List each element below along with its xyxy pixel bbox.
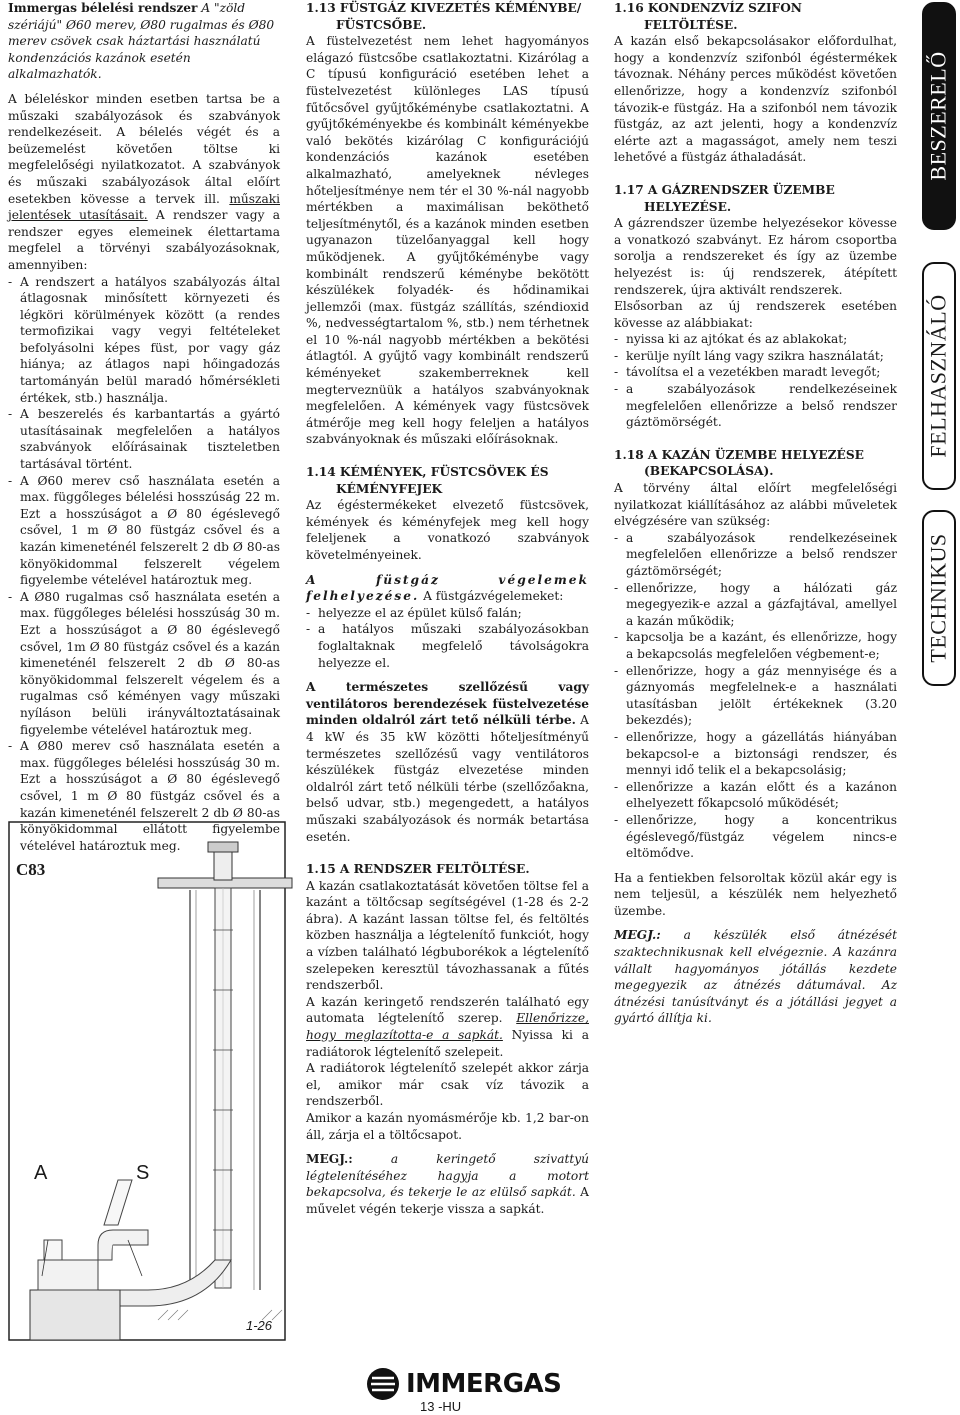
tab-felhasznalo[interactable] xyxy=(922,262,956,490)
p1-text: A béleléskor minden esetben tartsa be a műszaki szabályozások és szabványok rendelkezéseit. A bélelés végét és a beüzemelést követően töltse ki megfelelőségi nyilatkozatot. A szabványok és műszaki szabályozások által előírt esetekben kövesse a tervek ill. xyxy=(8,91,280,206)
intro-paragraph xyxy=(8,0,280,83)
heading-1-18: 1.18 A KAZÁN ÜZEMBE HELYEZÉSE xyxy=(614,447,864,462)
paragraph-lining xyxy=(8,91,280,274)
gas-item-4: - a szabályozások rendelkezéseinek megfelelően ellenőrizze a belső rendszer gáztömörségét. xyxy=(614,381,897,431)
natural-draft-bold: A természetes szellőzésű vagy ventilátoros berendezések füstelvezetése minden oldalról zárt tető nélküli térbe. xyxy=(306,680,589,728)
gas-item-2: - kerülje nyílt láng vagy szikra használatát; xyxy=(614,348,897,365)
logo-text: IMMERGAS xyxy=(406,1369,562,1399)
figure-label-s: S xyxy=(136,1162,150,1184)
logo-icon xyxy=(366,1367,400,1401)
startup-item-3: - kapcsolja be a kazánt, és ellenőrizze, hogy a bekapcsolás megfelelően végbement-e; xyxy=(614,629,897,662)
p1-rest: A rendszer vagy a rendszer egyes elemeinek élettartama megfelel a törvényi szabályozásoknak, amennyiben: xyxy=(8,208,280,272)
paragraph-1-13: A füstelvezetést nem lehet hagyományos elágazó füstcsőbe csatlakoztatni. Kizárólag a C típusú konfiguráció esetében lehet a füstelvezetést különleges LAS típusú fűtőcsővel gyűjtőkéménybe csatlakoztatni. A gyűjtőkéményekbe és kombinált kéményekbe való bekötés kizárólag C konfigurációjú kondenzációs kazánok esetében alkalmazható, amelyeknek névleges hőteljesítménye nem tér el 30 %-nál nagyobb mértékben a maximálisan beköthető teljesítménytől, és a kazánok minden esetben ugyanazon tüzelőanyaggal kell hogy működjenek. A gyűjtőkéménybe vagy kombinált rendszerű kéménybe bekötött készülékek folyadék- és hődinamikai jellemzői (max. füstgáz szállítás, széndioxid %, nedvességtartalom %, stb.) nem térhetnek el 10 %-nál nagyobb mértékben a bekötési átlagtól. A gyűjtő vagy kombinált rendszerű kéményeket szakemberreknek kell megterveznüük a hatályos szabványoknak megfelelően. A kémények vagy füstcsövek átmérője meg kell hogy feleljen a hatályos szabványoknak és műszaki előírásoknak. xyxy=(306,34,589,447)
paragraph-1-18-b: Ha a fentiekben felsoroltak közül akár egy is nem teljesül, a készülék nem helyezhető üzembe. xyxy=(614,870,897,918)
tab-beszerelo-label: BESZERELŐ xyxy=(926,51,952,181)
terminal-item-2: - a hatályos műszaki szabályozásokban foglaltaknak megfelelő távolságokra helyezze el. xyxy=(306,621,589,671)
paragraph-1-15-c: A radiátorok légtelenítő szelepét akkor zárja el, amikor már csak víz távozik a rendszerből. xyxy=(306,1061,589,1109)
heading-1-18-cont: (BEKAPCSOLÁSA). xyxy=(644,464,774,479)
column-left xyxy=(8,0,280,854)
startup-item-1: - a szabályozások rendelkezéseinek megfelelően ellenőrizze a belső rendszer gáztömörségét; xyxy=(614,530,897,580)
column-right xyxy=(614,0,897,1027)
startup-item-6: - ellenőrizze a kazán előtt és a kazánon elhelyezett főkapcsoló működését; xyxy=(614,779,897,812)
tab-technikus-label: TECHNIKUS xyxy=(926,533,952,663)
startup-item-4: - ellenőrizze, hogy a gáz mennyisége és a gáznyomás megfelelnek-e a használati utasításban jelölt értékeknek (3.20 bekezdés); xyxy=(614,663,897,729)
startup-item-2: - ellenőrizze, hogy a hálózati gáz megegyezik-e azzal a gázfajtával, amellyel a kazán működik; xyxy=(614,580,897,630)
terminals-heading: A füstgáz végelemek felhelyezése. xyxy=(306,572,589,604)
condition-item-5: - A Ø80 merev cső használata esetén a max. függőleges bélelési hosszúság 30 m. Ezt a hosszúságot a Ø 80 égéslevegő csővel, 1 m Ø 80 füstgáz csővel és a kazán kimeneténél felszerelt 2 db Ø 80-as könyökidommal ellátott figyelembe vételével határoztuk meg. xyxy=(8,738,280,854)
note-rest: A művelet végén tekerje vissza a sapkát. xyxy=(306,1185,589,1216)
p1-underline: műszaki jelentések utasításait. xyxy=(8,191,280,223)
paragraph-1-15-d: Amikor a kazán nyomásmérője kb. 1,2 bar-on áll, zárja el a töltőcsapot. xyxy=(306,1111,589,1142)
paragraph-natural-draft xyxy=(306,679,589,845)
tab-felhasznalo-label: FELHASZNÁLÓ xyxy=(926,294,952,458)
heading-1-17: 1.17 A GÁZRENDSZER ÜZEMBE xyxy=(614,182,835,197)
gas-item-1: - nyissa ki az ajtókat és az ablakokat; xyxy=(614,331,897,348)
paragraph-1-15-b xyxy=(306,994,589,1060)
figure-label-a: A xyxy=(34,1162,48,1184)
note-pump xyxy=(306,1151,589,1217)
gas-item-3: - távolítsa el a vezetékben maradt levegőt; xyxy=(614,364,897,381)
condition-item-3: - A Ø60 merev cső használata esetén a max. függőleges bélelési hosszúság 22 m. Ezt a hosszúságot a Ø 80 égéslevegő csővel, 1 m Ø 80 füstgáz csővel és a kazán kimeneténél felszerelt 2 db Ø 80-as könyökidommal felszerelt végelem figyelembe vételével határoztuk meg. xyxy=(8,473,280,589)
condition-item-2: - A beszerelés és karbantartás a gyártó utasításainak megfelelően a hatályos szabványok előírásainak tiszteletben tartásával történt. xyxy=(8,406,280,472)
tab-technikus[interactable] xyxy=(922,510,956,686)
figure-number: 1-26 xyxy=(246,1318,273,1333)
condition-item-1: - A rendszert a hatályos szabályozás által átlagosnak minősített környezeti és légköri körülmények között (a rendes termofizikai vagy vegyi feltételeket befolyásolni képes füst, por vagy gáz hiánya; az átlagos napi hőingadozás tartományán belül maradó hőmérsékleti értékek, stb.) használja. xyxy=(8,274,280,407)
terminal-item-1: - helyezze el az épület külső falán; xyxy=(306,605,589,622)
figure-c83 xyxy=(8,820,304,1346)
heading-1-16-cont: FELTÖLTÉSE. xyxy=(644,17,738,32)
heading-1-14-cont: KÉMÉNYFEJEK xyxy=(336,481,443,496)
paragraph-1-17: A gázrendszer üzembe helyezésekor kövesse a vonatkozó szabványt. Ez három csoportba sorolja a rendszereket és így az üzembe helyezést is: új rendszerek, átépített rendszerek, újra aktivált rendszerek. xyxy=(614,216,897,297)
paragraph-1-16: A kazán első bekapcsolásakor előfordulhat, hogy a kondenzvíz szifonból égéstermékek távoznak. Néhány perces működést követően ellenőrizze, hogy a kondenzvíz szifonból távozik-e füstgáz. Ha a szifonból nem távozik füstgáz, az azt jelenti, hogy a kondenzvíz elérte azt a magasságot, amely nem teszi lehetővé a füstgáz áthaladását. xyxy=(614,34,897,165)
startup-item-5: - ellenőrizze, hogy a gázellátás hiányában bekapcsol-e a biztonsági rendszer, és mennyi idő telik el a bekapcsolásig; xyxy=(614,729,897,779)
heading-1-13: 1.13 FÜSTGÁZ KIVEZETÉS KÉMÉNYBE/ xyxy=(306,1,582,15)
natural-draft-rest: A 4 kW és 35 kW közötti hőteljesítményű természetes szellőzésű vagy ventilátoros készülékek füstgáz elvezetése minden oldalról zárt tető nélküli térbe (szellőzőakna, belső udvar, stb.) megengedett, a hatályos műszaki szabályozások és normák betartása esetén. xyxy=(306,713,589,844)
figure-label-c83: C83 xyxy=(16,860,46,879)
intro-bold: Immergas bélelési rendszer xyxy=(8,1,198,15)
note-label: MEGJ.: xyxy=(306,1152,353,1167)
tab-beszerelo[interactable] xyxy=(922,2,956,230)
heading-1-17-cont: HELYEZÉSE. xyxy=(644,199,732,214)
p115b-rest: Nyissa ki a radiátorok légtelenítő szelepeit. xyxy=(306,1028,589,1059)
section-tabs xyxy=(918,0,958,700)
note-italic: a keringető szivattyú légtelenítéséhez hagyja a motort bekapcsolva, és tekerje le az elülső sapkát. xyxy=(306,1152,589,1200)
p115b-text: A kazán keringető rendszerén található egy automata légtelenítő szerep. xyxy=(306,994,589,1026)
note-first-check xyxy=(614,927,897,1027)
column-middle xyxy=(306,0,589,1218)
note-label: MEGJ.: xyxy=(614,928,661,943)
paragraph-1-17-b: Elsősorban az új rendszerek esetében kövesse az alábbiakat: xyxy=(614,299,897,330)
condition-item-4: - A Ø80 rugalmas cső használata esetén a max. függőleges bélelési hosszúság 30 m. Ezt a hosszúságot a Ø 80 égéslevegő csővel, 1m Ø 80 füstgáz csővel és a kazán kimeneténél felszerelt 2 db Ø 80-as könyökidommal felszerelt végelem és a rugalmas cső kéményen vagy műszaki nyíláson belüli irányváltoztatásainak figyelembe vételével határoztuk meg. xyxy=(8,589,280,738)
paragraph-terminals xyxy=(306,572,589,605)
startup-item-7: - ellenőrizze, hogy a koncentrikus égéslevegő/füstgáz végelem nincs-e eltömődve. xyxy=(614,812,897,862)
paragraph-1-18: A törvény által előírt megfelelőségi nyilatkozat kiállításához az alábbi műveletek elvégzésére van szükség: xyxy=(614,481,897,529)
immergas-logo xyxy=(366,1366,596,1402)
heading-1-13-cont: FÜSTCSŐBE. xyxy=(336,17,427,32)
paragraph-1-14: Az égéstermékeket elvezető füstcsövek, kémények és kéményfejek meg kell hogy feleljenek a vonatkozó szabványok követelményeinek. xyxy=(306,498,589,562)
heading-1-14: 1.14 KÉMÉNYEK, FÜSTCSÖVEK ÉS xyxy=(306,465,549,480)
intro-italic: A "zöld szériájú" Ø60 merev, Ø80 rugalmas és Ø80 merev csövek csak háztartási használatú kondenzációs kazánok esetén alkalmazhatók. xyxy=(8,1,275,82)
chimney-diagram xyxy=(8,820,304,1346)
heading-1-15: 1.15 A RENDSZER FELTÖLTÉSE. xyxy=(306,862,530,877)
terminals-rest: A füstgázvégelemeket: xyxy=(419,589,564,604)
p115b-underline: Ellenőrizze, hogy meglazította-e a sapkát. xyxy=(306,1011,589,1043)
paragraph-1-15-a: A kazán csatlakoztatását követően töltse fel a kazánt a töltőcsap segítségével (1-28 és 2-2 ábra). A kazánt lassan töltse fel, és feltöltés közben használja a légtelenítő funkciót, hogy a vízben található légbuborékok a légtelenítő szelepeken keresztül távozhassanak a fűtés rendszerből. xyxy=(306,878,589,993)
heading-1-16: 1.16 KONDENZVÍZ SZIFON xyxy=(614,1,802,15)
page-number: 13 -HU xyxy=(420,1399,462,1414)
note-italic: a készülék első átnézését szaktechnikusnak kell elvégeznie. A kazánra vállalt hagyományos jótállás kezdete megegyezik az átnézés dátumával. Az átnézési tanúsítványt és a jótállási jegyet a gyártó állítja ki. xyxy=(614,928,897,1026)
